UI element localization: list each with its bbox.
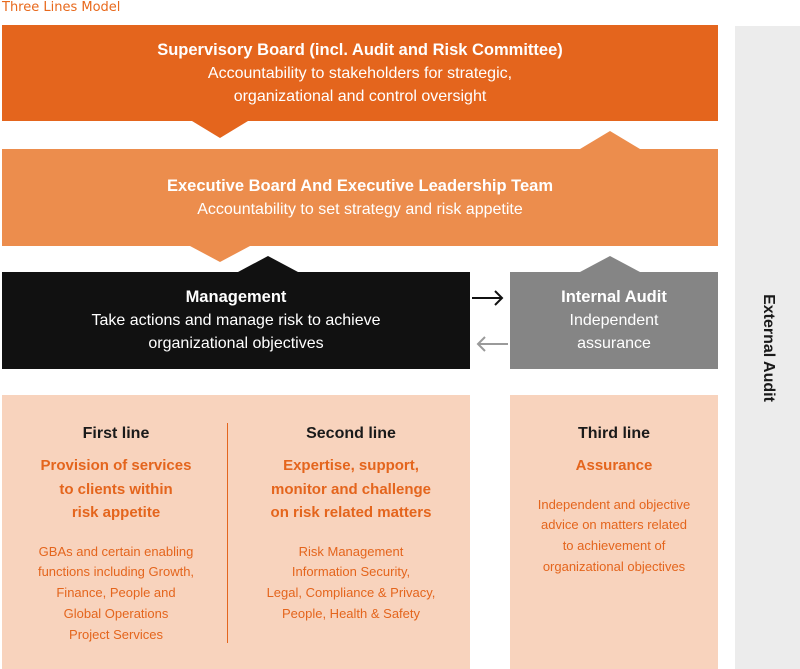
- second-line-desc-1: Risk Management: [298, 543, 404, 559]
- third-line-title: Third line: [578, 425, 650, 442]
- second-line-desc-4: People, Health & Safety: [281, 605, 421, 621]
- management-up-notch: [238, 256, 298, 272]
- first-line-desc-3: Finance, People and: [56, 585, 176, 601]
- first-line-desc-2: functions including Growth,: [37, 564, 195, 580]
- executive-up-notch: [580, 131, 640, 149]
- second-line-desc-2: Information Security,: [291, 564, 411, 580]
- supervisory-board-title: Supervisory Board (incl. Audit and Risk Committee): [157, 40, 563, 59]
- third-line-desc-4: organizational objectives: [542, 558, 686, 574]
- first-line-desc-1: GBAs and certain enabling: [38, 543, 194, 559]
- management-line-2: organizational objectives: [148, 335, 324, 352]
- first-line-column: [12, 425, 220, 645]
- arrow-right-icon: [472, 291, 502, 305]
- second-line-column: [236, 425, 466, 625]
- external-audit-bar: [735, 26, 800, 669]
- arrow-left-icon: [478, 337, 508, 351]
- management-line-1: Take actions and manage risk to achieve: [91, 312, 381, 329]
- internal-audit-up-notch: [580, 256, 640, 272]
- executive-board-title: Executive Board And Executive Leadership Team: [166, 176, 554, 195]
- first-line-desc-4: Global Operations: [63, 605, 169, 621]
- second-line-desc-3: Legal, Compliance & Privacy,: [266, 585, 436, 601]
- supervisory-board-line-2: organizational and control oversight: [233, 87, 487, 105]
- internal-audit-title: Internal Audit: [561, 288, 667, 306]
- executive-down-notch: [190, 246, 250, 262]
- supervisory-down-notch: [192, 121, 248, 138]
- management-title: Management: [185, 288, 287, 306]
- second-line-sub-1: Expertise, support,: [283, 457, 419, 474]
- executive-board-line-1: Accountability to set strategy and risk appetite: [197, 200, 523, 218]
- first-line-sub-3: risk appetite: [71, 504, 161, 521]
- external-audit-label: External Audit: [759, 293, 777, 402]
- line-divider: [227, 423, 228, 643]
- second-line-title: Second line: [306, 425, 396, 442]
- first-line-desc-5: Project Services: [69, 626, 163, 642]
- internal-audit-line-2: assurance: [577, 335, 651, 352]
- internal-audit-line-1: Independent: [569, 312, 659, 329]
- supervisory-board-line-1: Accountability to stakeholders for strategic,: [207, 64, 513, 82]
- first-line-title: First line: [82, 425, 150, 442]
- third-line-desc-3: to achievement of: [562, 538, 666, 554]
- first-line-sub-1: Provision of services: [40, 457, 192, 474]
- first-line-sub-2: to clients within: [59, 480, 173, 498]
- third-line-column: [512, 425, 716, 578]
- second-line-sub-3: on risk related matters: [270, 504, 432, 521]
- third-line-sub-1: Assurance: [575, 457, 653, 474]
- second-line-sub-2: monitor and challenge: [270, 480, 432, 498]
- diagram-caption: Three Lines Model: [2, 0, 121, 15]
- third-line-desc-1: Independent and objective: [537, 496, 691, 512]
- third-line-desc-2: advice on matters related: [541, 517, 687, 533]
